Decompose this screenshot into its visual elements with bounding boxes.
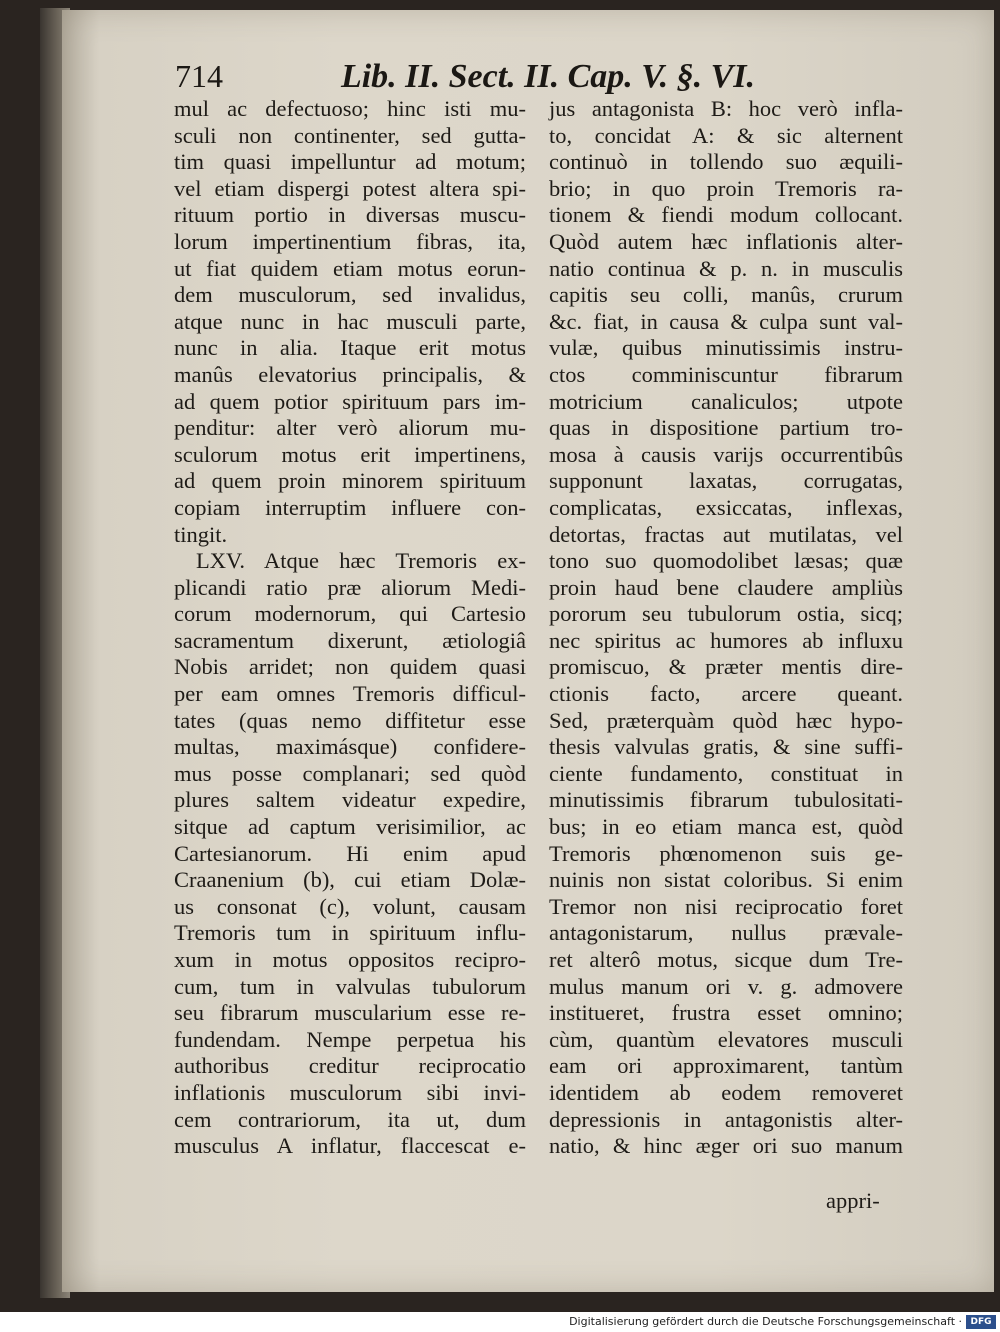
text-line: capitis seu colli, manûs, crurum <box>549 282 903 308</box>
text-line: plures saltem videatur expedire, <box>174 787 526 813</box>
text-line: atque nunc in hac musculi parte, <box>174 308 526 334</box>
text-line: Tremoris tum in spirituum influ- <box>174 920 526 946</box>
text-line: corum modernorum, qui Cartesio <box>174 601 526 627</box>
text-line: motricium canaliculos; utpote <box>549 388 903 414</box>
text-line: complicatas, exsiccatas, inflexas, <box>549 494 903 520</box>
text-line: dem musculorum, sed invalidus, <box>174 282 526 308</box>
text-line: ad quem potior spirituum pars im- <box>174 388 526 414</box>
text-line: to, concidat A: & sic alternent <box>549 122 903 148</box>
text-line: lorum impertinentium fibras, ita, <box>174 228 526 254</box>
text-line: vel etiam dispergi potest altera spi- <box>174 175 526 201</box>
catchword: appri- <box>826 1188 880 1213</box>
text-line: ctos comminiscuntur fibrarum <box>549 361 903 387</box>
text-line: penditur: alter verò aliorum mu- <box>174 415 526 441</box>
text-line: copiam interruptim influere con- <box>174 494 526 520</box>
text-line: natio, & hinc æger ori suo manum <box>549 1133 903 1159</box>
text-line: Nobis arridet; non quidem quasi <box>174 654 526 680</box>
text-line: bus; in eo etiam manca est, quòd <box>549 814 903 840</box>
text-line: ad quem proin minorem spirituum <box>174 468 526 494</box>
text-line: supponunt laxatas, corrugatas, <box>549 468 903 494</box>
text-line: tionem & fiendi modum collocant. <box>549 202 903 228</box>
text-line: ctionis facto, arcere queant. <box>549 681 903 707</box>
digitization-footer <box>0 1312 1000 1332</box>
text-line: rituum portio in diversas muscu- <box>174 202 526 228</box>
text-line: vulæ, quibus minutissimis instru- <box>549 335 903 361</box>
text-line: us consonat (c), volunt, causam <box>174 893 526 919</box>
text-line: Craanenium (b), cui etiam Dolæ- <box>174 867 526 893</box>
text-line: seu fibrarum muscularium esse re- <box>174 1000 526 1026</box>
text-line: Tremoris phœnomenon suis ge- <box>549 840 903 866</box>
left-text-column <box>174 96 526 1160</box>
text-line: quas in dispositione partium tro- <box>549 415 903 441</box>
text-line: nunc in alia. Itaque erit motus <box>174 335 526 361</box>
text-line: musculus A inflatur, flaccescat e- <box>174 1133 526 1159</box>
text-line: antagonistarum, nullus prævale- <box>549 920 903 946</box>
text-line: continuò in tollendo suo æquili- <box>549 149 903 175</box>
page-header <box>175 58 755 98</box>
page-number: 714 <box>175 58 223 94</box>
text-line: mus posse complanari; sed quòd <box>174 760 526 786</box>
text-line: mulus manum ori v. g. admovere <box>549 973 903 999</box>
text-line: per eam omnes Tremoris difficul- <box>174 681 526 707</box>
text-line: natio continua & p. n. in musculis <box>549 255 903 281</box>
text-line: plicandi ratio præ aliorum Medi- <box>174 574 526 600</box>
text-line: identidem ab eodem removeret <box>549 1079 903 1105</box>
text-line: LXV. Atque hæc Tremoris ex- <box>196 548 526 574</box>
text-line: promiscuo, & præter mentis dire- <box>549 654 903 680</box>
text-line: jus antagonista B: hoc verò infla- <box>549 96 903 121</box>
text-line: tates (quas nemo diffitetur esse <box>174 707 526 733</box>
text-line: sacramentum dixerunt, ætiologiâ <box>174 627 526 653</box>
text-line: tingit. <box>174 521 228 547</box>
text-line: ut fiat quidem etiam motus eorun- <box>174 255 526 281</box>
text-line: ret alterô motus, sicque dum Tre- <box>549 947 903 972</box>
text-line: Quòd autem hæc inflationis alter- <box>549 228 903 254</box>
text-line: mul ac defectuoso; hinc isti mu- <box>174 96 526 121</box>
text-line: manûs elevatorius principalis, & <box>174 361 526 387</box>
text-line: pororum seu tubulorum ostia, sicq; <box>549 601 903 627</box>
text-line: thesis valvulas gratis, & sine suffi- <box>549 734 903 760</box>
text-line: sitque ad captum verisimilior, ac <box>174 814 526 840</box>
text-line: depressionis in antagonistis alter- <box>549 1106 903 1132</box>
text-line: fundendam. Nempe perpetua his <box>174 1026 526 1052</box>
text-line: sculi non continenter, sed gutta- <box>174 122 526 148</box>
text-line: Tremor non nisi reciprocatio foret <box>549 893 903 919</box>
text-line: ciente fundamento, constituat in <box>549 760 903 786</box>
text-line: nec spiritus ac humores ab influxu <box>549 627 903 653</box>
text-line: minutissimis fibrarum tubulositati- <box>549 787 903 813</box>
text-line: cem contrariorum, ita ut, dum <box>174 1106 526 1132</box>
text-line: cum, tum in valvulas tubulorum <box>174 973 526 999</box>
text-line: xum in motus oppositos recipro- <box>174 947 526 972</box>
text-line: Sed, præterquàm quòd hæc hypo- <box>549 707 903 733</box>
right-text-column <box>549 96 903 1160</box>
text-line: detortas, fractas aut mutilatas, vel <box>549 521 903 547</box>
text-line: institueret, frustra esset omnino; <box>549 1000 903 1026</box>
running-head: Lib. II. Sect. II. Cap. V. §. VI. <box>340 58 755 95</box>
text-line: &c. fiat, in causa & culpa sunt val- <box>549 308 903 334</box>
text-line: multas, maximásque) confidere- <box>174 734 526 760</box>
text-line: sculorum motus erit impertinens, <box>174 441 526 467</box>
dfg-logo-icon: DFG <box>966 1315 996 1329</box>
text-line: brio; in quo proin Tremoris ra- <box>549 175 903 201</box>
text-line: eam ori approximarent, tantùm <box>549 1053 903 1079</box>
text-line: cùm, quantùm elevatores musculi <box>549 1026 903 1052</box>
text-line: tim quasi impelluntur ad motum; <box>174 149 526 175</box>
text-line: tono suo quomodolibet læsas; quæ <box>549 548 903 574</box>
text-line: inflationis musculorum sibi invi- <box>174 1079 526 1105</box>
text-line: authoribus creditur reciprocatio <box>174 1053 526 1079</box>
funding-credit: Digitalisierung gefördert durch die Deutsche Forschungsgemeinschaft · <box>569 1315 962 1328</box>
text-line: nuinis non sistat coloribus. Si enim <box>549 867 903 893</box>
text-line: proin haud bene claudere ampliùs <box>549 574 903 600</box>
text-line: mosa à causis varijs occurrentibûs <box>549 441 903 467</box>
text-line: Cartesianorum. Hi enim apud <box>174 840 526 866</box>
